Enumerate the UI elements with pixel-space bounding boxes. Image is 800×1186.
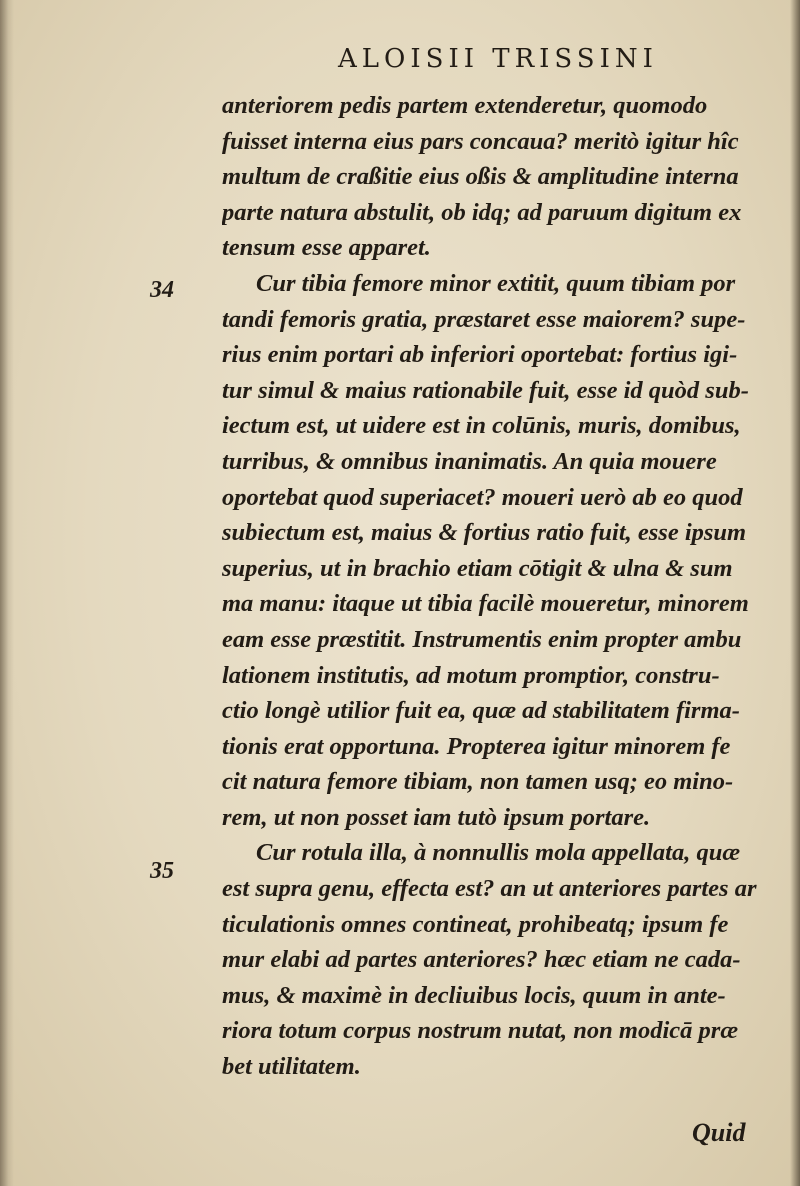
text-line: tionis erat opportuna. Propterea igitur minorem fe: [222, 732, 731, 760]
text-line: ma manu: itaque ut tibia facilè moueretur, minorem: [222, 590, 749, 618]
text-line: oportebat quod superiacet? moueri uerò ab eo quod: [222, 483, 743, 511]
section-number-35: 35: [150, 858, 174, 884]
text-line: superius, ut in brachio etiam cōtigit & ulna & sum: [222, 554, 733, 582]
text-line: tandi femoris gratia, præstaret esse maiorem? supe-: [222, 305, 746, 333]
text-line: lationem institutis, ad motum promptior, constru-: [222, 661, 720, 689]
text-line: anteriorem pedis partem extenderetur, quomodo: [222, 92, 708, 119]
text-line: parte natura abstulit, ob idq; ad paruum digitum ex: [222, 198, 742, 226]
page-edge-shadow: [790, 0, 800, 1186]
text-line: ctio longè utilior fuit ea, quæ ad stabilitatem firma-: [222, 697, 740, 725]
catchword: Quid: [692, 1118, 746, 1147]
text-line: turribus, & omnibus inanimatis. An quia mouere: [222, 447, 717, 475]
running-head: ALOISII TRISSINI: [338, 44, 658, 74]
text-line: tensum esse apparet.: [222, 234, 431, 262]
text-line: est supra genu, effecta est? an ut anteriores partes ar: [222, 875, 757, 903]
text-line: fuisset interna eius pars concaua? meritò igitur hîc: [222, 127, 739, 155]
text-line: bet utilitatem.: [222, 1053, 361, 1081]
binding-shadow: [0, 0, 14, 1186]
text-line: tur simul & maius rationabile fuit, esse id quòd sub-: [222, 376, 749, 404]
text-line: rius enim portari ab inferiori oportebat: fortius igi-: [222, 341, 738, 369]
text-line: eam esse præstitit. Instrumentis enim propter ambu: [222, 625, 742, 653]
text-line: iectum est, ut uidere est in colūnis, muris, domibus,: [222, 412, 741, 440]
text-line: ticulationis omnes contineat, prohibeatq; ipsum fe: [222, 910, 729, 938]
text-line: Cur tibia femore minor extitit, quum tibiam por: [256, 269, 736, 297]
text-line: subiectum est, maius & fortius ratio fuit, esse ipsum: [222, 519, 747, 547]
section-number-34: 34: [150, 277, 174, 303]
text-line: mur elabi ad partes anteriores? hæc etiam ne cada-: [222, 946, 741, 974]
text-line: multum de craßitie eius oßis & amplitudine interna: [222, 163, 739, 191]
text-line: Cur rotula illa, à nonnullis mola appellata, quæ: [256, 839, 741, 867]
text-line: mus, & maximè in decliuibus locis, quum in ante-: [222, 981, 726, 1009]
text-line: riora totum corpus nostrum nutat, non modicā præ: [222, 1017, 739, 1045]
text-line: rem, ut non posset iam tutò ipsum portare.: [222, 803, 651, 831]
body-text: [222, 88, 770, 1085]
text-line: cit natura femore tibiam, non tamen usq; eo mino-: [222, 768, 734, 796]
